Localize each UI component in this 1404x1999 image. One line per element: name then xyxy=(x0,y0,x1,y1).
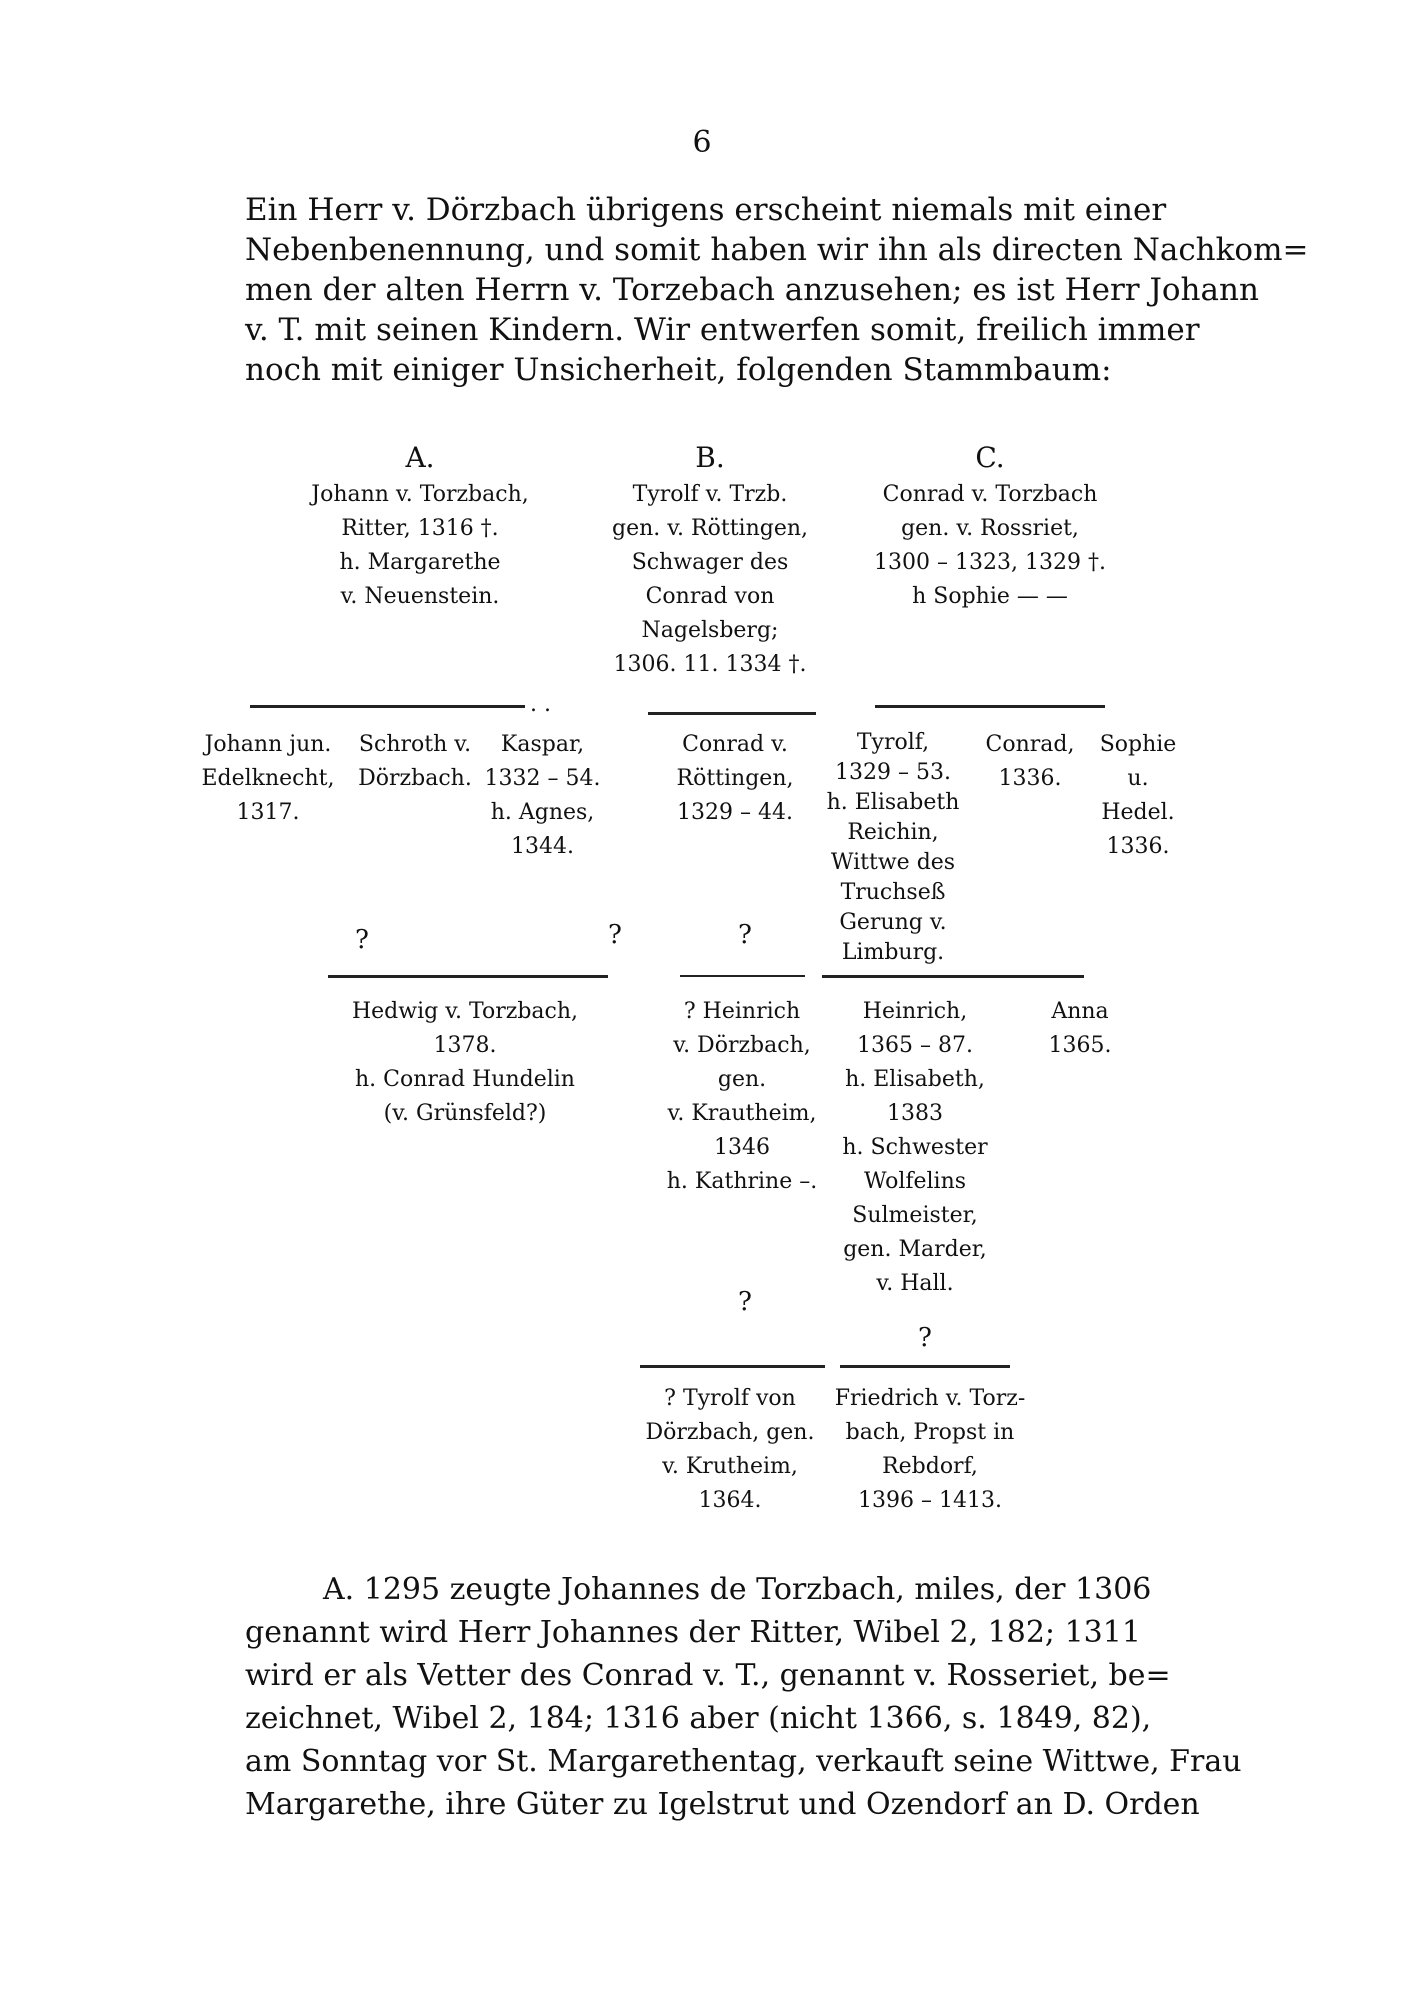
tree-line: Friedrich v. Torz- xyxy=(834,1386,1026,1411)
body-paragraph xyxy=(245,1568,1242,1826)
page-number: 6 xyxy=(692,125,712,160)
tree-line: gen. v. Röttingen, xyxy=(611,516,809,541)
tree-line: 1306. 11. 1334 †. xyxy=(613,652,807,677)
tree-rule xyxy=(822,975,1084,978)
tree-branch-a xyxy=(300,438,540,614)
person-friedrich xyxy=(830,1382,1030,1518)
person-conrad-1336 xyxy=(975,728,1085,796)
person-tyrolf xyxy=(818,728,968,968)
tree-line: 1378. xyxy=(433,1033,497,1058)
tree-rule xyxy=(648,712,816,715)
tree-rule xyxy=(328,975,608,978)
tree-line: v. Krutheim, xyxy=(662,1454,798,1479)
tree-line: h. Elisabeth xyxy=(826,790,960,815)
tree-line: 1365 – 87. xyxy=(857,1033,973,1058)
tree-line: 1317. xyxy=(236,800,300,825)
body-line: wird er als Vetter des Conrad v. T., genannt v. Rosseriet, be= xyxy=(245,1658,1171,1693)
person-sophie xyxy=(1088,728,1188,864)
unknown-marker: ? xyxy=(738,1287,752,1317)
intro-line: v. T. mit seinen Kindern. Wir entwerfen somit, freilich immer xyxy=(245,312,1200,348)
tree-line: Nagelsberg; xyxy=(641,618,779,643)
tree-line: Johann v. Torzbach, xyxy=(311,482,529,507)
person-schroth xyxy=(345,728,485,796)
person-conrad-roettingen xyxy=(665,728,805,830)
tree-rule xyxy=(250,705,525,708)
tree-line: u. xyxy=(1127,766,1149,791)
tree-line: Rebdorf, xyxy=(882,1454,978,1479)
tree-line: 1336. xyxy=(1106,834,1170,859)
tree-line: 1396 – 1413. xyxy=(858,1488,1002,1513)
tree-line: Heinrich, xyxy=(862,999,968,1024)
tree-line: Schwager des xyxy=(631,550,789,575)
tree-branch-b xyxy=(605,438,815,682)
tree-line: h. Conrad Hundelin xyxy=(355,1067,575,1092)
tree-branch-c xyxy=(865,438,1115,614)
tree-line: h. Margarethe xyxy=(339,550,501,575)
tree-line: h. Elisabeth, xyxy=(845,1067,985,1092)
tree-line: 1364. xyxy=(698,1488,762,1513)
tree-line: 1300 – 1323, 1329 †. xyxy=(874,550,1106,575)
body-line: genannt wird Herr Johannes der Ritter, Wibel 2, 182; 1311 xyxy=(245,1615,1141,1650)
tree-line: Wolfelins xyxy=(863,1169,967,1194)
tree-dots: . . xyxy=(530,692,551,717)
tree-line: 1329 – 53. xyxy=(835,760,951,785)
tree-line: Reichin, xyxy=(847,820,939,845)
tree-rule xyxy=(840,1365,1010,1368)
branch-heading: B. xyxy=(695,441,725,474)
person-heinrich-doerzbach xyxy=(662,995,822,1199)
tree-line: 1329 – 44. xyxy=(677,800,793,825)
person-hedwig xyxy=(325,995,605,1131)
tree-line: h Sophie — — xyxy=(912,584,1068,609)
unknown-marker: ? xyxy=(738,920,752,950)
person-tyrolf-krautheim xyxy=(635,1382,825,1518)
tree-line: ? Heinrich xyxy=(683,999,801,1024)
tree-line: Limburg. xyxy=(841,940,945,965)
tree-line: Edelknecht, xyxy=(201,766,335,791)
tree-line: Anna xyxy=(1051,999,1109,1024)
tree-line: Dörzbach. xyxy=(358,766,472,791)
tree-line: gen. Marder, xyxy=(843,1237,987,1262)
tree-line: 1332 – 54. xyxy=(484,766,601,791)
unknown-marker: ? xyxy=(355,925,369,955)
body-line: A. 1295 zeugte Johannes de Torzbach, miles, der 1306 xyxy=(323,1572,1152,1607)
body-line: zeichnet, Wibel 2, 184; 1316 aber (nicht 1366, s. 1849, 82), xyxy=(245,1701,1152,1736)
unknown-marker: ? xyxy=(918,1323,932,1353)
tree-line: 1383 xyxy=(887,1101,943,1126)
tree-line: ? Tyrolf von xyxy=(664,1386,796,1411)
tree-line: gen. xyxy=(717,1067,767,1092)
tree-line: Wittwe des xyxy=(830,850,956,875)
tree-line: Tyrolf, xyxy=(856,730,930,755)
person-johann-jun xyxy=(198,728,338,830)
tree-line: Conrad v. xyxy=(682,732,788,757)
tree-line: Truchseß xyxy=(840,880,946,905)
tree-rule xyxy=(680,975,805,977)
body-line: Margarethe, ihre Güter zu Igelstrut und Ozendorf an D. Orden xyxy=(245,1787,1200,1822)
tree-line: Röttingen, xyxy=(676,766,794,791)
tree-line: 1344. xyxy=(511,834,574,859)
tree-line: Conrad, xyxy=(985,732,1075,757)
tree-line: gen. v. Rossriet, xyxy=(901,516,1079,541)
tree-line: bach, Propst in xyxy=(845,1420,1015,1445)
tree-line: Sulmeister, xyxy=(852,1203,978,1228)
tree-line: Conrad v. Torzbach xyxy=(882,482,1098,507)
tree-line: Tyrolf v. Trzb. xyxy=(632,482,788,507)
tree-line: h. Schwester xyxy=(842,1135,988,1160)
tree-line: 1346 xyxy=(714,1135,770,1160)
tree-line: Dörzbach, gen. xyxy=(645,1420,815,1445)
intro-line: men der alten Herrn v. Torzebach anzusehen; es ist Herr Johann xyxy=(245,272,1259,308)
tree-line: h. Kathrine –. xyxy=(666,1169,818,1194)
person-heinrich xyxy=(835,995,995,1301)
tree-line: (v. Grünsfeld?) xyxy=(383,1101,547,1126)
tree-line: Kaspar, xyxy=(500,732,585,757)
tree-line: v. Hall. xyxy=(876,1271,954,1296)
tree-line: v. Dörzbach, xyxy=(673,1033,811,1058)
intro-line: Ein Herr v. Dörzbach übrigens erscheint niemals mit einer xyxy=(245,192,1167,228)
tree-line: Schroth v. xyxy=(358,732,472,757)
branch-heading: A. xyxy=(405,441,435,474)
person-anna xyxy=(1030,995,1130,1063)
tree-line: 1336. xyxy=(998,766,1062,791)
unknown-marker: ? xyxy=(608,920,622,950)
tree-line: v. Krautheim, xyxy=(667,1101,817,1126)
tree-line: 1365. xyxy=(1048,1033,1112,1058)
tree-line: h. Agnes, xyxy=(490,800,595,825)
intro-line: Nebenbenennung, und somit haben wir ihn als directen Nachkom= xyxy=(245,232,1309,268)
tree-line: Ritter, 1316 †. xyxy=(341,516,499,541)
person-kaspar xyxy=(480,728,605,864)
intro-paragraph xyxy=(245,190,1309,390)
intro-line: noch mit einiger Unsicherheit, folgenden Stammbaum: xyxy=(245,352,1112,388)
tree-rule xyxy=(875,705,1105,708)
tree-line: Johann jun. xyxy=(204,732,332,757)
tree-line: Conrad von xyxy=(645,584,775,609)
tree-rule xyxy=(640,1365,825,1368)
body-line: am Sonntag vor St. Margarethentag, verkauft seine Wittwe, Frau xyxy=(245,1744,1242,1779)
tree-line: Hedel. xyxy=(1101,800,1175,825)
tree-line: Hedwig v. Torzbach, xyxy=(351,999,579,1024)
tree-line: Gerung v. xyxy=(839,910,947,935)
tree-line: v. Neuenstein. xyxy=(340,584,500,609)
branch-heading: C. xyxy=(975,441,1005,474)
tree-line: Sophie xyxy=(1099,732,1177,757)
